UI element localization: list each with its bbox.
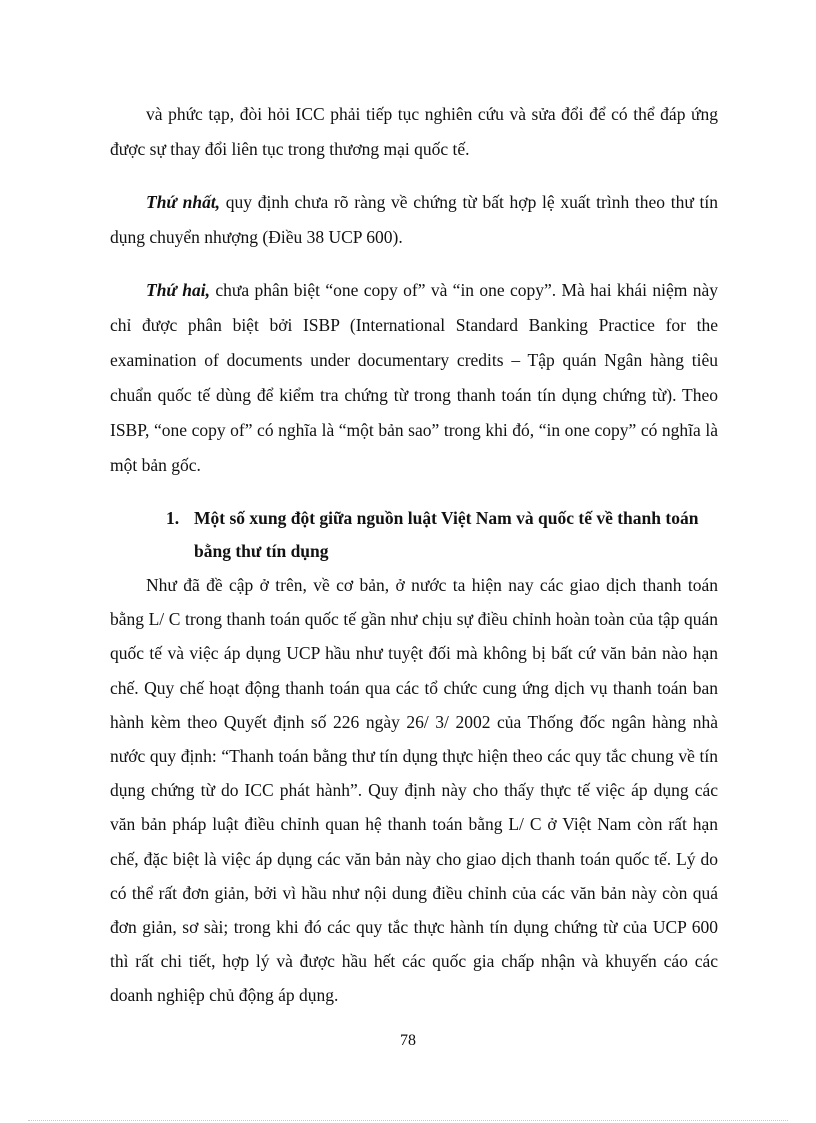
paragraph-continuation: [110, 97, 718, 167]
section-number: 1.: [166, 508, 180, 528]
paragraph-text: và phức tạp, đòi hỏi ICC phải tiếp tục nghiên cứu và sửa đổi để có thể đáp ứng được sự thay đổi liên tục trong thương mại quốc tế.: [110, 104, 718, 159]
footer-divider: [28, 1120, 788, 1121]
paragraph-lead: Thứ nhất,: [146, 192, 221, 212]
paragraph-second-point: [110, 273, 718, 483]
paragraph-first-point: [110, 185, 718, 255]
paragraph-text: chưa phân biệt “one copy of” và “in one copy”. Mà hai khái niệm này chỉ được phân biệt bởi ISBP (International Standard Banking Practice for the examination of documents under documentary credits – Tập quán Ngân hàng tiêu chuẩn quốc tế dùng để kiểm tra chứng từ trong thanh toán tín dụng chứng từ). Theo ISBP, “one copy of” có nghĩa là “một bản sao” trong khi đó, “in one copy” có nghĩa là một bản gốc.: [110, 280, 718, 475]
paragraph-lead: Thứ hai,: [146, 280, 210, 300]
section-heading: [166, 502, 722, 568]
paragraph-body: [110, 568, 718, 1013]
section-title: Một số xung đột giữa nguồn luật Việt Nam và quốc tế về thanh toán bằng thư tín dụng: [194, 508, 699, 561]
paragraph-text: quy định chưa rõ ràng về chứng từ bất hợp lệ xuất trình theo thư tín dụng chuyển nhượng (Điều 38 UCP 600).: [110, 192, 718, 247]
paragraph-text: Như đã đề cập ở trên, về cơ bản, ở nước ta hiện nay các giao dịch thanh toán bằng L/ C trong thanh toán quốc tế gần như chịu sự điều chỉnh hoàn toàn của tập quán quốc tế và việc áp dụng UCP hầu như tuyệt đối mà không bị bất cứ văn bản nào hạn chế. Quy chế hoạt động thanh toán qua các tổ chức cung ứng dịch vụ thanh toán ban hành kèm theo Quyết định số 226 ngày 26/ 3/ 2002 của Thống đốc ngân hàng nhà nước quy định: “Thanh toán bằng thư tín dụng thực hiện theo các quy tắc chung về tín dụng chứng từ do ICC phát hành”. Quy định này cho thấy thực tế việc áp dụng các văn bản pháp luật điều chỉnh quan hệ thanh toán bằng L/ C ở Việt Nam còn rất hạn chế, đặc biệt là việc áp dụng các văn bản này cho giao dịch thanh toán quốc tế. Lý do có thể rất đơn giản, bởi vì hầu như nội dung điều chỉnh của các văn bản này còn quá đơn giản, sơ sài; trong khi đó các quy tắc thực hành tín dụng chứng từ của UCP 600 thì rất chi tiết, hợp lý và được hầu hết các quốc gia chấp nhận và khuyến cáo các doanh nghiệp chủ động áp dụng.: [110, 575, 718, 1006]
page-number: 78: [400, 1032, 416, 1049]
